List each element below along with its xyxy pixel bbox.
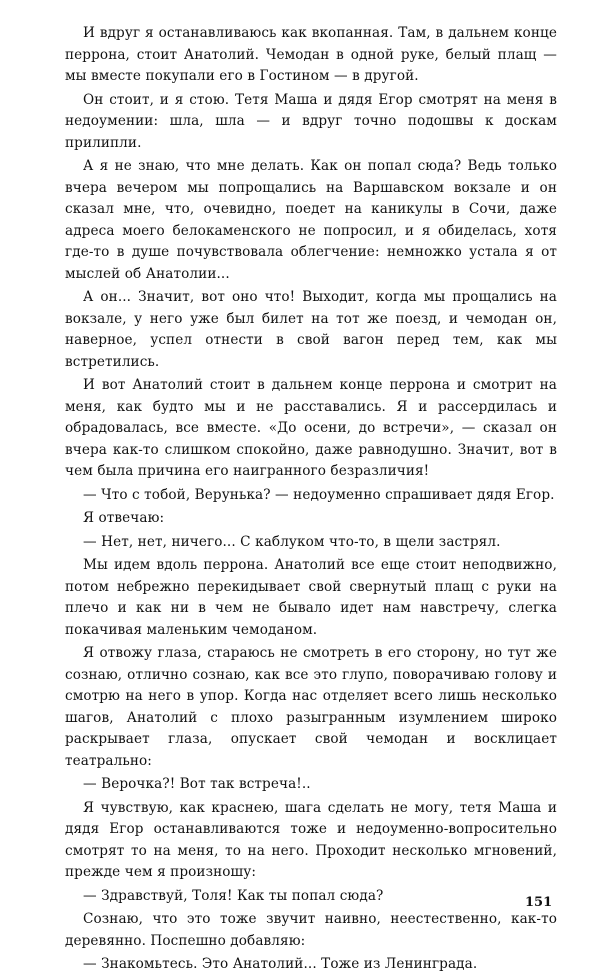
paragraph: Сознаю, что это тоже звучит наивно, неестественно, как-то деревянно. Поспешно добавляю: [65,911,557,949]
paragraph: А я не знаю, что мне делать. Как он попал сюда? Ведь только вчера вечером мы попрощались на Варшавском вокзале и он сказал мне, что, очевидно, поедет на каникулы в Сочи, даже адреса моего белокаменского не попросил, и я обиделась, хотя где-то в душе почувствовала облегчение: немножко устала я от мыслей об Анатолии... [65,158,557,282]
paragraph: Я отвечаю: [83,510,165,526]
body-text [65,23,557,978]
page-number: 151 [525,895,553,910]
paragraph: И вот Анатолий стоит в дальнем конце перрона и смотрит на меня, как будто мы и не расставались. Я и рассердилась и обрадовалась, все вместе. «До осени, до встречи», — сказал он вчера как-то слишком спокойно, даже равнодушно. Значит, вот в чем была причина его наигранного безразличия! [65,377,557,479]
paragraph: И вдруг я останавливаюсь как вкопанная. Там, в дальнем конце перрона, стоит Анатолий. Чемодан в одной руке, белый плащ — мы вместе покупали его в Гостином — в другой. [65,25,557,84]
paragraph: Я чувствую, как краснею, шага сделать не могу, тетя Маша и дядя Егор останавливаются тоже и недоуменно-вопросительно смотрят то на меня, то на него. Проходит несколько мгновений, прежде чем я произношу: [65,799,557,880]
dialogue-line: — Знакомьтесь. Это Анатолий... Тоже из Ленинграда. [83,956,478,972]
dialogue-line: — Верочка?! Вот так встреча!.. [83,776,311,792]
dialogue-line: — Здравствуй, Толя! Как ты попал сюда? [83,887,384,904]
dialogue-line: — Что с тобой, Верунька? — недоуменно спрашивает дядя Егор. [83,486,555,503]
paragraph: Он стоит, и я стою. Тетя Маша и дядя Егор смотрят на меня в недоумении: шла, шла — и вдруг точно подошвы к доскам прилипли. [65,91,557,151]
dialogue-line: — Нет, нет, ничего... С каблуком что-то, в щели застрял. [83,533,501,550]
paragraph: Я отвожу глаза, стараюсь не смотреть в его сторону, но тут же сознаю, отлично сознаю, как все это глупо, поворачиваю голову и смотрю на него в упор. Когда нас отделяет всего лишь несколько шагов, Анатолий с плохо разыгранным изумлением широко раскрывает глаза, опускает свой чемодан и восклицает театрально: [65,645,557,769]
paragraph: Мы идем вдоль перрона. Анатолий все еще стоит неподвижно, потом небрежно перекидывает свой свернутый плащ с руки на плечо и как ни в чем не бывало идет нам навстречу, слегка покачивая маленьким чемоданом. [65,557,557,638]
paragraph: А он... Значит, вот оно что! Выходит, когда мы прощались на вокзале, у него уже был билет на тот же поезд, и чемодан он, наверное, успел отнести в свой вагон перед тем, как мы встретились. [65,289,557,370]
